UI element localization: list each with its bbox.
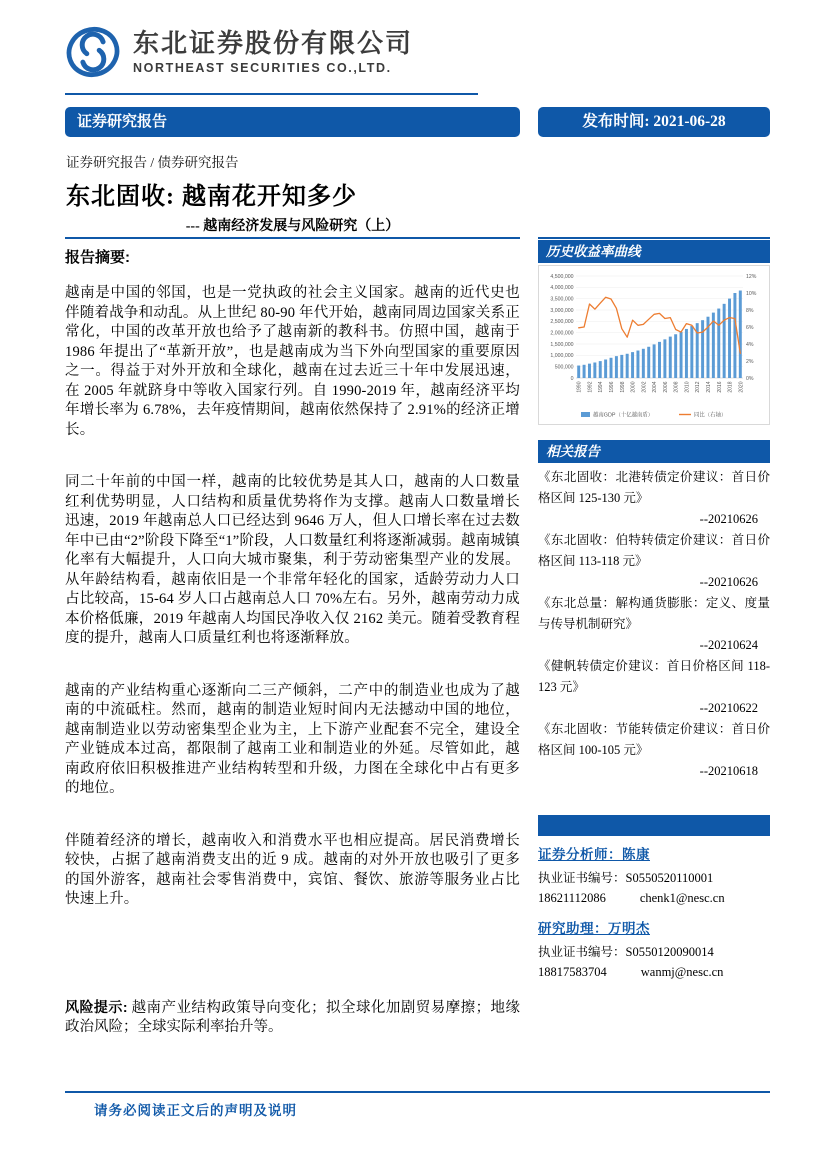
svg-text:10%: 10% [746,290,757,297]
analyst-role-name: 研究助理：万明杰 [538,921,650,936]
svg-text:0%: 0% [746,375,754,382]
report-type-banner: 证券研究报告 [65,107,520,137]
report-summary [65,246,520,1038]
svg-text:2020: 2020 [738,381,745,393]
analyst-phone: 18621112086 [538,891,606,905]
svg-text:0: 0 [570,375,574,382]
svg-text:2014: 2014 [706,381,712,393]
risk-text: 越南产业结构政策导向变化；拟全球化加剧贸易摩擦；地缘政治风险；全球实际利率抬升等。 [65,999,521,1035]
chart-section-header: 历史收益率曲线 [538,240,770,263]
footer-divider [65,1091,770,1093]
analyst-contact [538,962,770,982]
svg-text:2016: 2016 [716,381,723,393]
svg-text:12%: 12% [746,273,757,280]
footer-disclaimer: 请务必阅读正文后的声明及说明 [94,1103,297,1118]
company-name-en: NORTHEAST SECURITIES CO.,LTD. [133,60,392,75]
related-report-date: --20210618 [699,764,758,778]
svg-text:2%: 2% [746,358,754,365]
header-divider [65,93,478,95]
related-report-title[interactable]: 《东北固收：北港转债定价建议：首日价格区间 125-130 元》 [538,470,770,505]
related-report-item [538,719,770,782]
svg-text:1994: 1994 [598,381,605,393]
related-report-title[interactable]: 《东北总量：解构通货膨胀：定义、度量与传导机制研究》 [538,596,770,631]
related-reports-list [538,467,770,782]
svg-text:8%: 8% [746,307,754,314]
summary-paragraph: 越南是中国的邻国，也是一党执政的社会主义国家。越南的近代史也伴随着战争和动乱。从上世纪 80-90 年代开始，越南同周边国家关系正常化，中国的改革开放也给予了越南新的教科书。仿照中国，越南于 1986 年提出了“革新开放”，也是越南成为当下外向型国家的重要原因之一。得益于对外开放和全球化，越南在过去近三十年中发展迅速，在 2005 年就跻身中等收入国家行列。自 1990-2019 年，越南经济平均年增长率为 6.78%，去年疫情期间，越南依然保持了 2.91%的经济正增长。 [65,285,520,438]
svg-text:2000: 2000 [630,381,637,393]
analyst-section-bar [538,815,770,836]
company-name-cn: 东北证券股份有限公司 [133,28,414,59]
svg-text:1992: 1992 [587,381,594,393]
analyst-email[interactable]: wanmj@nesc.cn [640,965,724,979]
svg-text:1996: 1996 [609,381,615,393]
summary-paragraph: 伴随着经济的增长，越南收入和消费水平也相应提高。居民消费增长较快，占据了越南消费支出的近 9 成。越南的对外开放也吸引了更多的国外游客，越南社会零售消费中，宾馆、餐饮、旅游等服务业占比快速上升。 [65,832,520,907]
publish-date-banner: 发布时间: 2021-06-28 [538,107,770,137]
page-title: 东北固收: 越南花开知多少 [66,184,357,210]
svg-text:4,000,000: 4,000,000 [550,285,574,292]
summary-heading: 报告摘要: [65,249,130,266]
svg-text:2,500,000: 2,500,000 [550,319,574,326]
svg-text:4,500,000: 4,500,000 [550,273,574,280]
summary-paragraphs [65,284,520,910]
svg-text:2,000,000: 2,000,000 [550,330,574,337]
gdp-chart [539,266,769,424]
svg-text:越南GDP（十亿越南盾）: 越南GDP（十亿越南盾） [593,412,654,419]
title-divider-left [65,237,520,239]
svg-text:2008: 2008 [673,381,680,393]
analyst-phone: 18817583704 [538,965,607,979]
related-report-item [538,593,770,656]
svg-text:6%: 6% [746,324,754,331]
svg-text:2002: 2002 [641,381,648,393]
related-report-date: --20210626 [699,575,758,589]
related-report-item [538,656,770,719]
svg-text:3,000,000: 3,000,000 [550,307,574,314]
svg-text:1990: 1990 [576,381,583,393]
related-report-title[interactable]: 《东北固收：节能转债定价建议：首日价格区间 100-105 元》 [538,722,770,757]
related-report-item [538,530,770,593]
related-report-date: --20210624 [699,638,758,652]
related-report-item [538,467,770,530]
company-logo-icon [66,25,120,79]
risk-warning [65,998,520,1038]
analyst-block [538,843,770,908]
risk-label: 风险提示: [65,998,128,1015]
svg-text:1,500,000: 1,500,000 [550,341,574,348]
related-report-title[interactable]: 《健帆转债定价建议：首日价格区间 118-123 元》 [538,659,770,694]
svg-text:500,000: 500,000 [554,364,574,371]
summary-paragraph: 越南的产业结构重心逐渐向二三产倾斜，二产中的制造业也成为了越南的中流砥柱。然而，越南的制造业短时间内无法撼动中国的地位，越南制造业以劳动密集型企业为主，上下游产业配套不完全，建设全产业链成本过高，都限制了越南工业和制造业的外延。尽管如此，越南政府依旧积极推进产业结构转型和升级，力图在全球化中占有更多的地位。 [65,682,520,796]
related-report-date: --20210622 [699,701,758,715]
svg-text:同比（右轴）: 同比（右轴） [694,412,727,419]
breadcrumb: 证券研究报告 / 债券研究报告 [66,155,239,170]
related-report-title[interactable]: 《东北固收：伯特转债定价建议：首日价格区间 113-118 元》 [538,533,770,568]
svg-text:2010: 2010 [684,381,691,393]
svg-text:2012: 2012 [695,381,702,393]
title-divider-right [538,237,770,239]
svg-text:4%: 4% [746,341,754,348]
related-report-date: --20210626 [699,512,758,526]
analyst-list [538,843,770,991]
analyst-email[interactable]: chenk1@nesc.cn [639,891,725,905]
analyst-cert-number: 执业证书编号：S0550120090014 [538,945,714,959]
svg-text:2004: 2004 [652,381,659,393]
svg-text:1998: 1998 [619,381,626,393]
analyst-block [538,917,770,982]
svg-text:2018: 2018 [727,381,734,393]
company-header [66,25,413,79]
related-reports-header: 相关报告 [538,440,770,463]
svg-text:3,500,000: 3,500,000 [550,296,574,303]
analyst-role-name: 证券分析师：陈康 [538,847,650,862]
page-subtitle: --- 越南经济发展与风险研究（上） [185,219,400,234]
analyst-cert-number: 执业证书编号：S0550520110001 [538,871,714,885]
analyst-contact [538,888,770,908]
chart-container [538,265,770,425]
svg-text:1,000,000: 1,000,000 [550,353,574,360]
summary-paragraph: 同二十年前的中国一样，越南的比较优势是其人口，越南的人口数量红利优势明显，人口结构和质量优势将作为支撑。越南人口数量增长迅速，2019 年越南总人口已经达到 9646 万人，但人口增长率在过去数年中已由“2”阶段下降至“1”阶段，人口数量红利将逐渐减弱。越南城镇化率有大幅提升，人口向大城市聚集，利于劳动密集型产业的发展。从年龄结构看，越南依旧是一个非常年轻化的国家，适龄劳动力人口占比较高，15-64 岁人口占越南总人口 70%左右。另外，越南劳动力成本价格低廉，2019 年越南人均国民净收入仅 2162 美元。随着受教育程度的提升，越南人口质量红利也将逐渐释放。 [65,474,520,646]
svg-text:2006: 2006 [662,381,669,393]
